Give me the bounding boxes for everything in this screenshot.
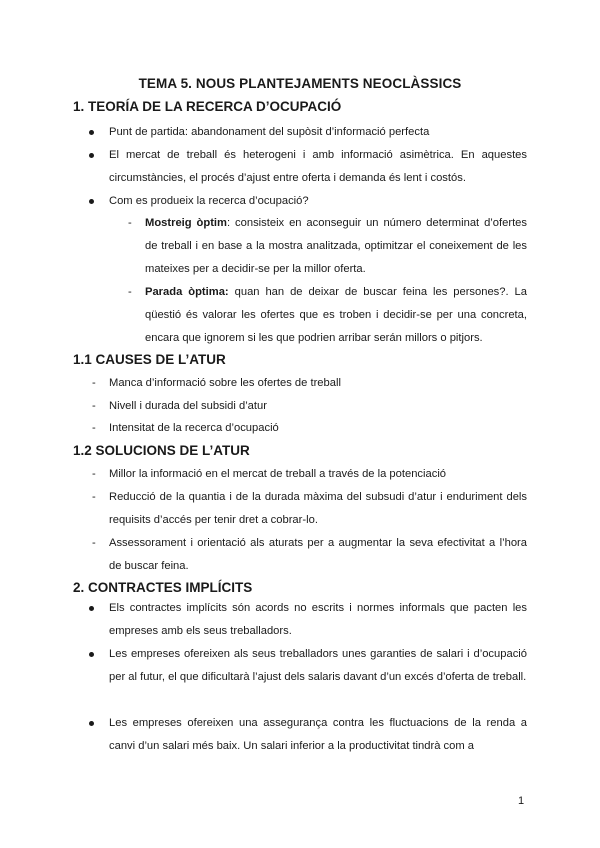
subitem-parada-optima	[145, 281, 527, 350]
contracts-item-3: Les empreses ofereixen una assegurança contra les fluctuacions de la renda a canvi d’un salari més baix. Un salari inferior a la productivitat tindrà com a	[109, 717, 527, 752]
section-1-1-heading: 1.1 CAUSES DE L’ATUR	[73, 352, 226, 367]
term-parada-optima: Parada òptima:	[145, 286, 229, 298]
dash-marker: -	[92, 537, 96, 549]
bullet-icon	[89, 606, 94, 611]
dash-marker: -	[92, 400, 96, 412]
dash-marker: -	[92, 422, 96, 434]
document-title: TEMA 5. NOUS PLANTEJAMENTS NEOCLÀSSICS	[138, 76, 462, 91]
dash-marker: -	[92, 468, 96, 480]
section-2-heading: 2. CONTRACTES IMPLÍCITS	[73, 580, 253, 595]
solutions-item-1: Millor la informació en el mercat de treball a través de la potenciació	[109, 468, 447, 480]
contracts-item-1: Els contractes implícits són acords no escrits i normes informals que pacten les empreses amb els seus treballadors.	[109, 602, 527, 637]
text-mostreig-optim: : consisteix en aconseguir un número determinat d’ofertes de treball i en base a la mostra analitzada, optimitzar el coneixement de les mateixes per a decidir-se per la millor oferta.	[145, 217, 527, 275]
section-1-bullet-1: Punt de partida: abandonament del supòsit d’informació perfecta	[109, 126, 430, 138]
solutions-item-3: Assessorament i orientació als aturats per a augmentar la seva efectivitat a l’hora de buscar feina.	[109, 537, 527, 572]
causes-item-3: Intensitat de la recerca d’ocupació	[109, 422, 279, 434]
bullet-icon	[89, 130, 94, 135]
solutions-item-2: Reducció de la quantia i de la durada màxima del subsudi d’atur i enduriment dels requisits d’accés per tenir dret a cobrar-lo.	[109, 491, 527, 526]
section-1-bullet-3: Com es produeix la recerca d’ocupació?	[109, 195, 309, 207]
contracts-item-2: Les empreses ofereixen als seus treballadors unes garanties de salari i d’ocupació per al futur, el que dificultarà l’ajust dels salaris davant d’un excés d’oferta de treball.	[109, 648, 527, 683]
term-mostreig-optim: Mostreig òptim	[145, 217, 227, 229]
section-1-heading: 1. TEORÍA DE LA RECERCA D’OCUPACIÓ	[73, 99, 342, 114]
dash-marker: -	[92, 377, 96, 389]
causes-item-1: Manca d’informació sobre les ofertes de treball	[109, 377, 341, 389]
section-1-bullet-2: El mercat de treball és heterogeni i amb informació asimètrica. En aquestes circumstàncies, el procés d’ajust entre oferta i demanda és lent i costós.	[109, 149, 527, 184]
section-1-2-heading: 1.2 SOLUCIONS DE L’ATUR	[73, 443, 250, 458]
bullet-icon	[89, 652, 94, 657]
bullet-icon	[89, 721, 94, 726]
dash-marker: -	[92, 491, 96, 503]
page-number: 1	[518, 795, 525, 807]
dash-marker: -	[128, 286, 132, 298]
subitem-mostreig-optim	[145, 212, 527, 281]
bullet-icon	[89, 199, 94, 204]
causes-item-2: Nivell i durada del subsidi d’atur	[109, 400, 267, 412]
dash-marker: -	[128, 217, 132, 229]
text-parada-optima: quan han de deixar de buscar feina les persones?. La qüestió és valorar les ofertes que es troben i decidir-se per una concreta, encara que ignorem si les que podrien arribar serán millors o pitjors.	[145, 286, 527, 344]
bullet-icon	[89, 153, 94, 158]
